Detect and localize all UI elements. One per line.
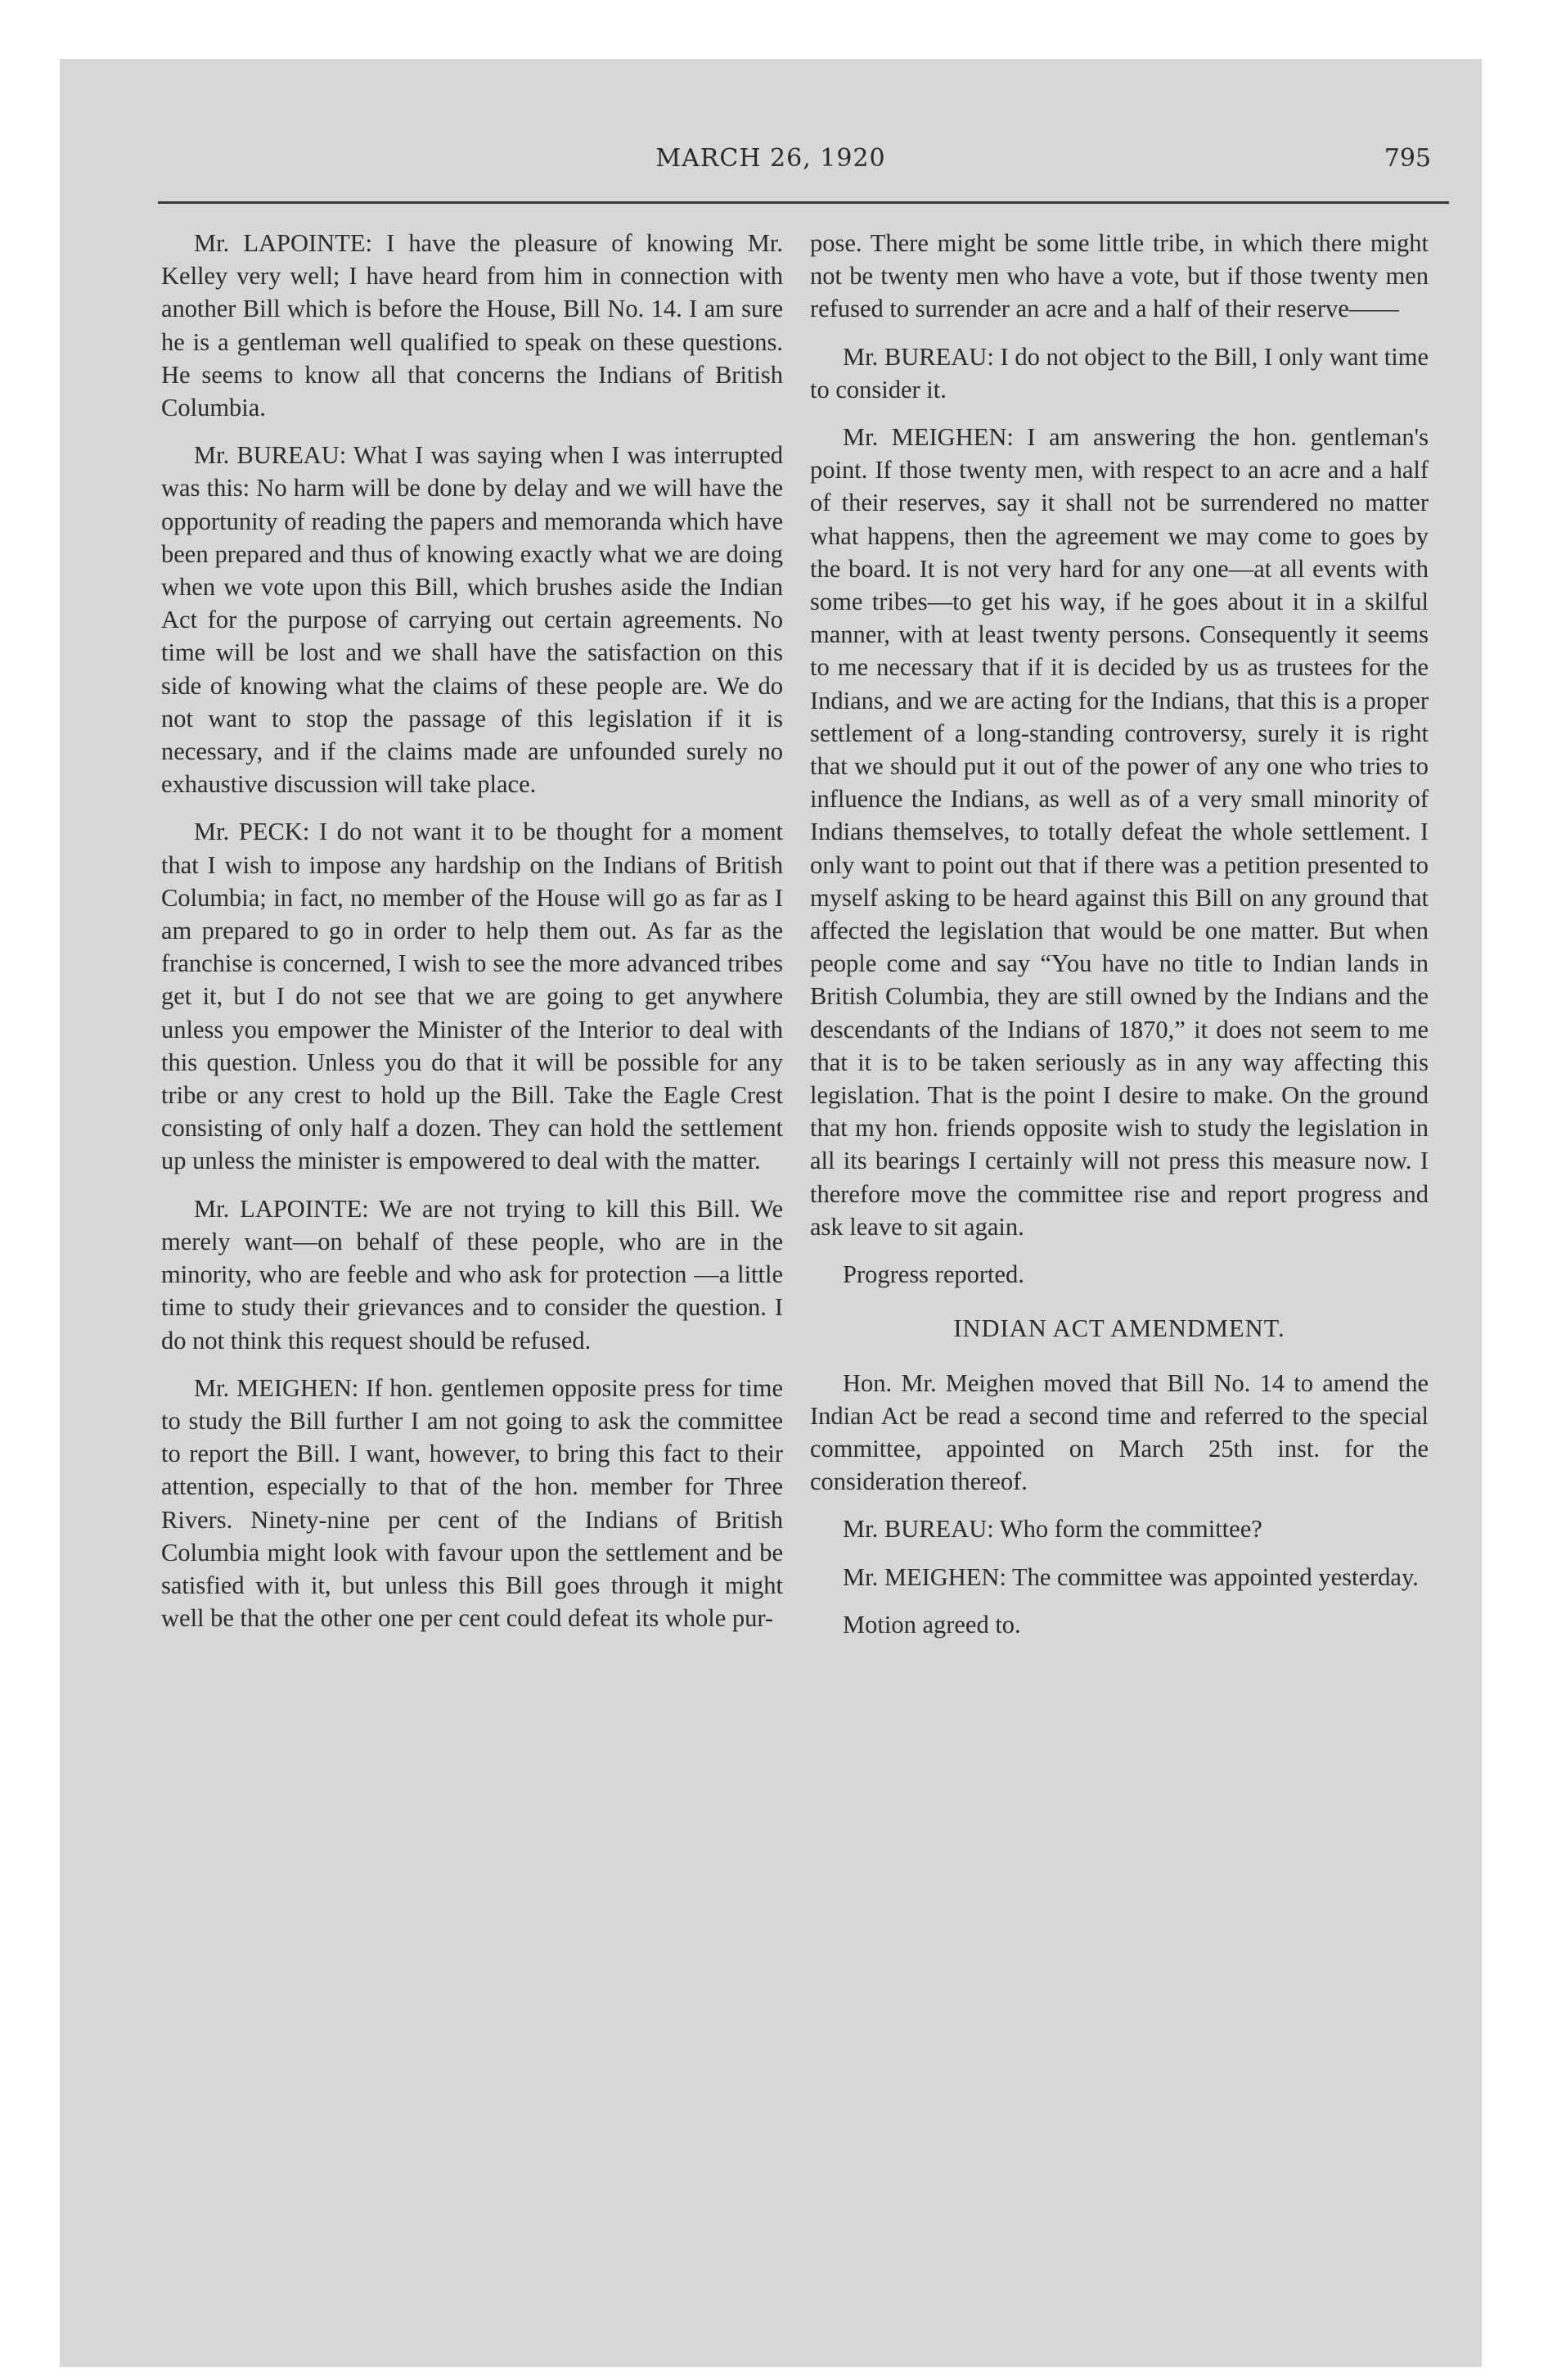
page-number: 795 — [1384, 144, 1431, 173]
paragraph: Hon. Mr. Meighen moved that Bill No. 14 to amend the Indian Act be read a second time and referred to the special committee, appointed on March 25th inst. for the consideration thereof. — [810, 1368, 1429, 1496]
paragraph: Mr. LAPOINTE: We are not trying to kill this Bill. We merely want—on behalf of these people, who are in the minority, who are feeble and who ask for protection —a little time to study their grievances and to consider the question. I do not think this request should be refused. — [161, 1194, 783, 1355]
paragraph: Motion agreed to. — [843, 1610, 1021, 1639]
section-heading: INDIAN ACT AMENDMENT. — [953, 1314, 1285, 1343]
right-column — [810, 227, 1429, 1656]
paragraph: Mr. BUREAU: I do not object to the Bill, I only want time to consider it. — [810, 342, 1429, 403]
paragraph: Mr. MEIGHEN: The committee was appointed yesterday. — [843, 1562, 1419, 1591]
paragraph: Mr. BUREAU: Who form the committee? — [843, 1515, 1262, 1544]
paragraph-continued: pose. There might be some little tribe, in which there might not be twenty men who have a vote, but if those twenty men refused to surrender an acre and a half of their reserve—— — [810, 229, 1429, 323]
running-title: MARCH 26, 1920 — [655, 144, 886, 173]
paragraph: Mr. LAPOINTE: I have the pleasure of knowing Mr. Kelley very well; I have heard from him in connection with another Bill which is before the House, Bill No. 14. I am sure he is a gentleman well qualified to speak on these questions. He seems to know all that concerns the Indians of British Columbia. — [161, 229, 783, 422]
paragraph: Mr. MEIGHEN: If hon. gentlemen opposite press for time to study the Bill further I am not going to ask the committee to report the Bill. I want, however, to bring this fact to their attention, especially to that of the hon. member for Three Rivers. Ninety-nine per cent of the Indians of British Columbia might look with favour upon the settlement and be satisfied with it, but unless this Bill goes through it might well be that the other one per cent could defeat its whole pur- — [161, 1373, 783, 1633]
paragraph: Mr. PECK: I do not want it to be thought for a moment that I wish to impose any hardship on the Indians of British Columbia; in fact, no member of the House will go as far as I am prepared to go in order to help them out. As far as the franchise is concerned, I wish to see the more advanced tribes get it, but I do not see that we are going to get anywhere unless you empower the Minister of the Interior to deal with this question. Unless you do that it will be possible for any tribe or any crest to hold up the Bill. Take the Eagle Crest consisting of only half a dozen. They can hold the settlement up unless the minister is empowered to deal with the matter. — [161, 818, 783, 1175]
page-header — [60, 139, 1482, 188]
paragraph: Mr. BUREAU: What I was saying when I was interrupted was this: No harm will be done by delay and we will have the opportunity of reading the papers and memoranda which have been prepared and thus of knowing exactly what we are doing when we vote upon this Bill, which brushes aside the Indian Act for the purpose of carrying out certain agreements. No time will be lost and we shall have the satisfaction on this side of knowing what the claims of these people are. We do not want to stop the passage of this legislation if it is necessary, and if the claims made are unfounded surely no exhaustive discussion will take place. — [161, 441, 783, 799]
paragraph: Mr. MEIGHEN: I am answering the hon. gentleman's point. If those twenty men, with respect to an acre and a half of their reserves, say it shall not be surrendered no matter what happens, then the agreement we may come to goes by the board. It is not very hard for any one—at all events with some tribes—to get his way, if he goes about it in a skilful manner, with at least twenty persons. Consequently it seems to me necessary that if it is decided by us as trustees for the Indians, and we are acting for the Indians, that this is a proper settlement of a long-standing controversy, surely it is right that we should put it out of the power of any one who tries to influence the Indians, as well as of a very small minority of Indians themselves, to totally defeat the whole settlement. I only want to point out that if there was a petition presented to myself asking to be heard against this Bill on any ground that affected the legislation that would be one matter. But when people come and say “You have no title to Indian lands in British Columbia, they are still owned by the Indians and the descendants of the Indians of 1870,” it does not seem to me that it is to be taken seriously as in any way affecting this legislation. That is the point I desire to make. On the ground that my hon. friends opposite wish to study the legislation in all its bearings I certainly will not press this measure now. I therefore move the committee rise and report progress and ask leave to sit again. — [810, 423, 1429, 1241]
paragraph: Progress reported. — [843, 1260, 1024, 1289]
left-column — [161, 227, 783, 1649]
page-scan — [60, 59, 1482, 2367]
header-rule — [158, 201, 1449, 204]
